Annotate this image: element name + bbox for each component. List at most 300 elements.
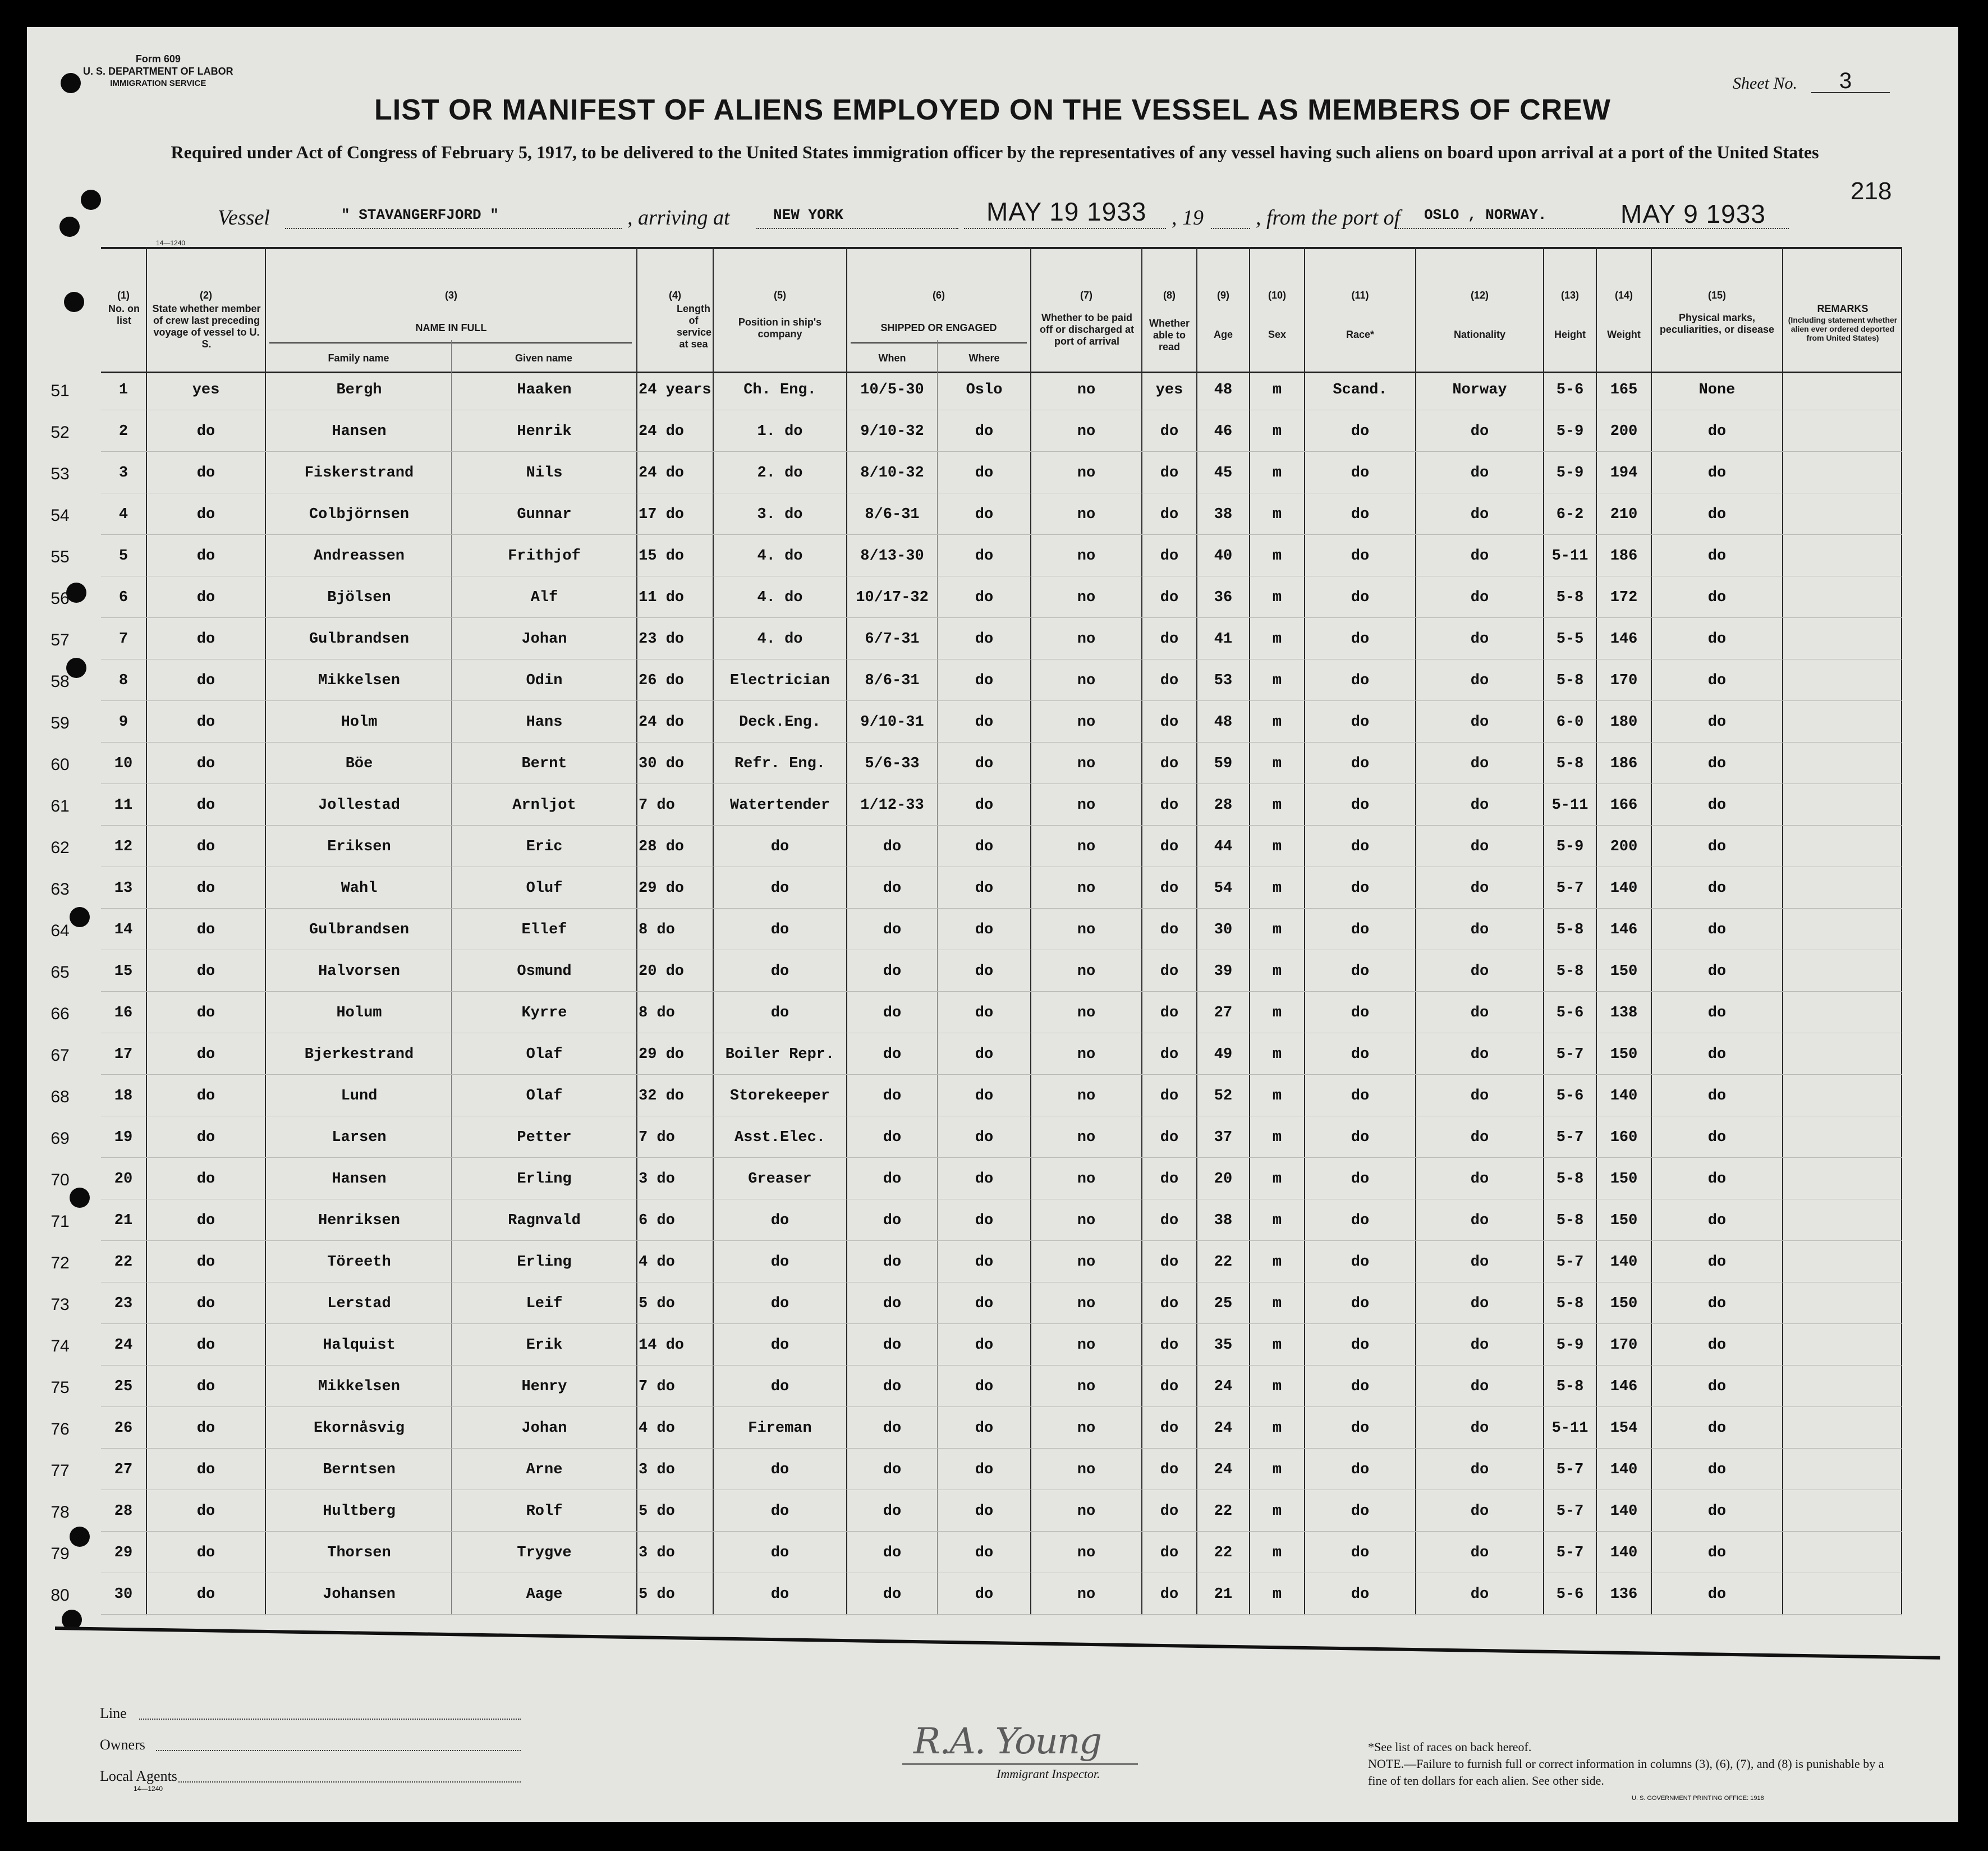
cell-nationality: do bbox=[1470, 672, 1489, 689]
cell-where: do bbox=[975, 922, 994, 938]
cell-paid: no bbox=[1077, 1046, 1096, 1063]
cell-sex: m bbox=[1272, 922, 1282, 938]
table-row bbox=[50, 1075, 1902, 1116]
cell-service: 24 years bbox=[639, 382, 711, 398]
cell-given: Olaf bbox=[526, 1046, 563, 1063]
cell-sex: m bbox=[1272, 589, 1282, 606]
col-num: (15) bbox=[1707, 290, 1726, 301]
year-fill-line bbox=[1211, 228, 1250, 229]
cell-nationality: Norway bbox=[1452, 382, 1507, 398]
cell-crew: do bbox=[196, 1545, 215, 1561]
cell-given: Erling bbox=[517, 1254, 572, 1271]
cell-nationality: do bbox=[1470, 839, 1489, 855]
table-row bbox=[50, 743, 1902, 784]
cell-given: Aage bbox=[526, 1586, 563, 1603]
cell-family: Halvorsen bbox=[318, 963, 400, 980]
cell-service: 6 do bbox=[639, 1212, 675, 1229]
cell-weight: 160 bbox=[1610, 1129, 1638, 1146]
col-header-race: Race* bbox=[1346, 329, 1375, 340]
cell-crew: do bbox=[196, 1005, 215, 1021]
cell-height: 5-9 bbox=[1556, 423, 1584, 440]
cell-when: 9/10-31 bbox=[860, 714, 924, 731]
cell-family: Lerstad bbox=[327, 1295, 391, 1312]
cell-when: do bbox=[883, 1378, 902, 1395]
cell-crew: do bbox=[196, 880, 215, 897]
manifest-line-number: 65 bbox=[50, 963, 70, 982]
cell-race: do bbox=[1351, 839, 1370, 855]
cell-position: do bbox=[770, 1461, 789, 1478]
cell-read: do bbox=[1160, 1586, 1179, 1603]
cell-weight: 146 bbox=[1610, 922, 1638, 938]
agents-code: 14—1240 bbox=[134, 1785, 163, 1793]
cell-family: Hultberg bbox=[323, 1503, 396, 1520]
printer-imprint: U. S. GOVERNMENT PRINTING OFFICE: 1918 bbox=[1632, 1795, 1764, 1802]
manifest-line-number: 72 bbox=[50, 1254, 70, 1272]
cell-family: Berntsen bbox=[323, 1461, 396, 1478]
cell-height: 5-9 bbox=[1556, 839, 1584, 855]
col-num: (7) bbox=[1080, 290, 1092, 301]
col-num: (3) bbox=[445, 290, 457, 301]
vessel-fill-line bbox=[285, 228, 622, 229]
cell-paid: no bbox=[1077, 672, 1096, 689]
cell-no: 6 bbox=[118, 589, 128, 606]
table-row bbox=[50, 535, 1902, 576]
cell-marks: do bbox=[1707, 1461, 1727, 1478]
cell-nationality: do bbox=[1470, 1295, 1489, 1312]
cell-family: Fiskerstrand bbox=[304, 465, 414, 482]
cell-paid: no bbox=[1077, 1005, 1096, 1021]
table-row bbox=[50, 785, 1902, 826]
cell-race: do bbox=[1351, 922, 1370, 938]
cell-paid: no bbox=[1077, 423, 1096, 440]
cell-read: do bbox=[1160, 1129, 1179, 1146]
cell-race: do bbox=[1351, 548, 1370, 565]
cell-no: 20 bbox=[114, 1171, 133, 1188]
cell-where: do bbox=[975, 548, 994, 565]
cell-race: do bbox=[1351, 1212, 1370, 1229]
cell-given: Eric bbox=[526, 839, 563, 855]
cell-read: do bbox=[1160, 963, 1179, 980]
cell-when: do bbox=[883, 963, 902, 980]
cell-service: 30 do bbox=[639, 755, 685, 772]
cell-when: do bbox=[883, 1337, 902, 1354]
cell-paid: no bbox=[1077, 922, 1096, 938]
cell-marks: do bbox=[1707, 797, 1727, 814]
cell-no: 27 bbox=[114, 1461, 133, 1478]
cell-weight: 140 bbox=[1610, 1088, 1638, 1105]
cell-where: do bbox=[975, 797, 994, 814]
cell-paid: no bbox=[1077, 1378, 1096, 1395]
cell-sex: m bbox=[1272, 1212, 1282, 1229]
cell-where: do bbox=[975, 1545, 994, 1561]
col-header-name: NAME IN FULL bbox=[415, 322, 487, 333]
cell-height: 5-6 bbox=[1556, 1586, 1584, 1603]
cell-race: Scand. bbox=[1333, 382, 1388, 398]
departure-port: OSLO , NORWAY. bbox=[1424, 207, 1547, 223]
cell-given: Arne bbox=[526, 1461, 563, 1478]
cell-when: 10/5-30 bbox=[860, 382, 924, 398]
cell-marks: do bbox=[1707, 1503, 1727, 1520]
from-port-label: , from the port of bbox=[1256, 206, 1401, 230]
cell-marks: do bbox=[1707, 548, 1727, 565]
cell-crew: do bbox=[196, 1420, 215, 1437]
cell-nationality: do bbox=[1470, 963, 1489, 980]
cell-race: do bbox=[1351, 1295, 1370, 1312]
cell-weight: 150 bbox=[1610, 1212, 1638, 1229]
cell-crew: do bbox=[196, 589, 215, 606]
cell-height: 5-11 bbox=[1551, 548, 1588, 565]
cell-read: do bbox=[1160, 1005, 1179, 1021]
cell-service: 32 do bbox=[639, 1088, 685, 1105]
cell-read: do bbox=[1160, 1088, 1179, 1105]
cell-height: 5-6 bbox=[1556, 1005, 1584, 1021]
cell-when: 1/12-33 bbox=[860, 797, 924, 814]
cell-age: 20 bbox=[1214, 1171, 1233, 1188]
col-header-crew: State whether member of crew last preceding voyage of vessel to U. S. bbox=[152, 303, 261, 350]
cell-paid: no bbox=[1077, 506, 1096, 523]
cell-nationality: do bbox=[1470, 506, 1489, 523]
cell-crew: do bbox=[196, 1337, 215, 1354]
cell-family: Hansen bbox=[332, 423, 387, 440]
col-header-remarks-note: (Including statement whether alien ever ordered deported from United States) bbox=[1788, 315, 1898, 342]
cell-paid: no bbox=[1077, 548, 1096, 565]
year-label: , 19 bbox=[1172, 206, 1204, 230]
cell-no: 18 bbox=[114, 1088, 133, 1105]
cell-nationality: do bbox=[1470, 1129, 1489, 1146]
cell-read: do bbox=[1160, 672, 1179, 689]
cell-no: 10 bbox=[114, 755, 133, 772]
col-num: (5) bbox=[774, 290, 786, 301]
cell-read: do bbox=[1160, 423, 1179, 440]
cell-position: 4. do bbox=[757, 548, 803, 565]
col-header-sex: Sex bbox=[1268, 329, 1287, 340]
punch-hole bbox=[59, 217, 80, 237]
cell-when: do bbox=[883, 1586, 902, 1603]
cell-paid: no bbox=[1077, 589, 1096, 606]
cell-race: do bbox=[1351, 1586, 1370, 1603]
col-num: (13) bbox=[1560, 290, 1579, 301]
cell-marks: do bbox=[1707, 1254, 1727, 1271]
cell-service: 24 do bbox=[639, 714, 685, 731]
table-row bbox=[50, 1117, 1902, 1158]
cell-age: 24 bbox=[1214, 1420, 1233, 1437]
cell-position: do bbox=[770, 1337, 789, 1354]
cell-when: 9/10-32 bbox=[860, 423, 924, 440]
cell-crew: do bbox=[196, 922, 215, 938]
cell-read: do bbox=[1160, 1212, 1179, 1229]
cell-where: do bbox=[975, 755, 994, 772]
local-agents-label: Local Agents bbox=[100, 1768, 177, 1784]
manifest-line-number: 79 bbox=[50, 1545, 70, 1563]
cell-read: do bbox=[1160, 755, 1179, 772]
cell-nationality: do bbox=[1470, 1378, 1489, 1395]
table-row bbox=[50, 1200, 1902, 1241]
cell-position: Watertender bbox=[729, 797, 830, 814]
cell-service: 11 do bbox=[639, 589, 685, 606]
cell-given: Olaf bbox=[526, 1088, 563, 1105]
col-header-read: Whether able to read bbox=[1149, 318, 1190, 352]
cell-read: do bbox=[1160, 1171, 1179, 1188]
cell-age: 28 bbox=[1214, 797, 1233, 814]
cell-when: do bbox=[883, 1503, 902, 1520]
cell-service: 20 do bbox=[639, 963, 685, 980]
cell-age: 38 bbox=[1214, 506, 1233, 523]
cell-family: Ekornåsvig bbox=[313, 1420, 405, 1437]
cell-height: 5-8 bbox=[1556, 1171, 1584, 1188]
cell-crew: do bbox=[196, 797, 215, 814]
col-num: (8) bbox=[1163, 290, 1176, 301]
col-num: (6) bbox=[933, 290, 945, 301]
col-header-marks: Physical marks, peculiarities, or disease bbox=[1659, 312, 1775, 335]
col-num: (4) bbox=[669, 290, 681, 301]
cell-age: 24 bbox=[1214, 1378, 1233, 1395]
cell-race: do bbox=[1351, 631, 1370, 648]
cell-no: 3 bbox=[118, 465, 128, 482]
form-service: IMMIGRATION SERVICE bbox=[110, 79, 206, 88]
cell-family: Gulbrandsen bbox=[309, 922, 410, 938]
table-header bbox=[101, 247, 1902, 373]
cell-family: Mikkelsen bbox=[318, 1378, 400, 1395]
cell-age: 36 bbox=[1214, 589, 1233, 606]
table-row bbox=[50, 1034, 1902, 1075]
cell-age: 21 bbox=[1214, 1586, 1233, 1603]
cell-marks: do bbox=[1707, 1337, 1727, 1354]
cell-weight: 186 bbox=[1610, 755, 1638, 772]
cell-race: do bbox=[1351, 589, 1370, 606]
cell-no: 5 bbox=[118, 548, 128, 565]
cell-when: do bbox=[883, 1461, 902, 1478]
form-code: 14—1240 bbox=[156, 239, 186, 247]
cell-where: do bbox=[975, 1171, 994, 1188]
punch-hole bbox=[70, 1527, 90, 1547]
cell-where: do bbox=[975, 1461, 994, 1478]
cell-race: do bbox=[1351, 1461, 1370, 1478]
cell-nationality: do bbox=[1470, 1171, 1489, 1188]
cell-height: 5-5 bbox=[1556, 631, 1584, 648]
cell-given: Kyrre bbox=[521, 1005, 567, 1021]
cell-weight: 210 bbox=[1610, 506, 1638, 523]
inspector-label: Immigrant Inspector. bbox=[997, 1767, 1100, 1781]
cell-no: 12 bbox=[114, 839, 133, 855]
cell-position: Asst.Elec. bbox=[734, 1129, 826, 1146]
cell-height: 5-8 bbox=[1556, 672, 1584, 689]
cell-weight: 140 bbox=[1610, 1545, 1638, 1561]
cell-paid: no bbox=[1077, 714, 1096, 731]
cell-position: 1. do bbox=[757, 423, 803, 440]
cell-age: 35 bbox=[1214, 1337, 1233, 1354]
cell-position: do bbox=[770, 1586, 789, 1603]
table-row bbox=[50, 369, 1902, 410]
table-row bbox=[50, 1491, 1902, 1532]
cell-age: 49 bbox=[1214, 1046, 1233, 1063]
cell-height: 5-9 bbox=[1556, 465, 1584, 482]
cell-position: do bbox=[770, 1545, 789, 1561]
cell-sex: m bbox=[1272, 1545, 1282, 1561]
cell-where: do bbox=[975, 1254, 994, 1271]
cell-when: 8/13-30 bbox=[860, 548, 924, 565]
cell-crew: do bbox=[196, 1046, 215, 1063]
cell-height: 5-8 bbox=[1556, 1212, 1584, 1229]
cell-read: do bbox=[1160, 589, 1179, 606]
cell-family: Bjerkestrand bbox=[304, 1046, 414, 1063]
cell-weight: 150 bbox=[1610, 963, 1638, 980]
cell-sex: m bbox=[1272, 880, 1282, 897]
cell-marks: do bbox=[1707, 1295, 1727, 1312]
table-row bbox=[50, 702, 1902, 743]
cell-height: 5-7 bbox=[1556, 880, 1584, 897]
arrival-date: MAY 19 1933 bbox=[986, 197, 1147, 226]
cell-weight: 140 bbox=[1610, 1254, 1638, 1271]
cell-weight: 146 bbox=[1610, 631, 1638, 648]
punch-hole bbox=[64, 292, 84, 312]
cell-given: Odin bbox=[526, 672, 563, 689]
col-header-given: Given name bbox=[515, 352, 573, 364]
cell-family: Jollestad bbox=[318, 797, 400, 814]
cell-given: Johan bbox=[521, 631, 567, 648]
cell-crew: do bbox=[196, 423, 215, 440]
cell-race: do bbox=[1351, 880, 1370, 897]
cell-sex: m bbox=[1272, 465, 1282, 482]
cell-when: 8/10-32 bbox=[860, 465, 924, 482]
cell-when: do bbox=[883, 1046, 902, 1063]
cell-weight: 165 bbox=[1610, 382, 1638, 398]
table-row bbox=[50, 1449, 1902, 1490]
cell-paid: no bbox=[1077, 963, 1096, 980]
cell-marks: do bbox=[1707, 631, 1727, 648]
table-row bbox=[50, 1283, 1902, 1324]
cell-race: do bbox=[1351, 506, 1370, 523]
cell-paid: no bbox=[1077, 880, 1096, 897]
cell-height: 6-0 bbox=[1556, 714, 1584, 731]
manifest-line-number: 74 bbox=[50, 1337, 70, 1355]
form-department: U. S. DEPARTMENT OF LABOR bbox=[83, 66, 233, 77]
sheet-number-value: 3 bbox=[1839, 68, 1852, 93]
cell-age: 44 bbox=[1214, 839, 1233, 855]
cell-given: Leif bbox=[526, 1295, 563, 1312]
cell-marks: do bbox=[1707, 963, 1727, 980]
penalty-note: NOTE.—Failure to furnish full or correct information in columns (3), (6), (7), and (8) is punishable by a fine of ten dollars for each alien. See other side. bbox=[1368, 1757, 1884, 1788]
cell-when: do bbox=[883, 1545, 902, 1561]
cell-sex: m bbox=[1272, 423, 1282, 440]
cell-paid: no bbox=[1077, 1503, 1096, 1520]
cell-age: 48 bbox=[1214, 714, 1233, 731]
cell-sex: m bbox=[1272, 797, 1282, 814]
table-row bbox=[50, 1574, 1902, 1615]
cell-age: 37 bbox=[1214, 1129, 1233, 1146]
cell-weight: 200 bbox=[1610, 839, 1638, 855]
cell-age: 22 bbox=[1214, 1545, 1233, 1561]
cell-given: Henrik bbox=[517, 423, 572, 440]
cell-position: Storekeeper bbox=[729, 1088, 830, 1105]
document-subtitle: Required under Act of Congress of February 5, 1917, to be delivered to the United States immigration officer by the representatives of any vessel having such aliens on board upon arrival at a port of the United States bbox=[171, 142, 1819, 162]
departure-date: MAY 9 1933 bbox=[1620, 199, 1766, 228]
cell-nationality: do bbox=[1470, 631, 1489, 648]
cell-service: 24 do bbox=[639, 465, 685, 482]
cell-given: Johan bbox=[521, 1420, 567, 1437]
cell-sex: m bbox=[1272, 1171, 1282, 1188]
cell-sex: m bbox=[1272, 1088, 1282, 1105]
cell-age: 22 bbox=[1214, 1503, 1233, 1520]
cell-read: do bbox=[1160, 922, 1179, 938]
cell-service: 5 do bbox=[639, 1503, 675, 1520]
cell-crew: do bbox=[196, 1378, 215, 1395]
cell-nationality: do bbox=[1470, 1461, 1489, 1478]
cell-service: 17 do bbox=[639, 506, 685, 523]
cell-no: 21 bbox=[114, 1212, 133, 1229]
manifest-line-number: 51 bbox=[50, 382, 70, 400]
cell-no: 17 bbox=[114, 1046, 133, 1063]
cell-nationality: do bbox=[1470, 755, 1489, 772]
manifest-line-number: 59 bbox=[50, 714, 70, 732]
cell-given: Trygve bbox=[517, 1545, 572, 1561]
manifest-line-number: 55 bbox=[50, 548, 70, 566]
cell-age: 25 bbox=[1214, 1295, 1233, 1312]
cell-sex: m bbox=[1272, 1586, 1282, 1603]
cell-weight: 194 bbox=[1610, 465, 1638, 482]
cell-nationality: do bbox=[1470, 1503, 1489, 1520]
cell-paid: no bbox=[1077, 1254, 1096, 1271]
cell-crew: do bbox=[196, 755, 215, 772]
cell-height: 5-8 bbox=[1556, 755, 1584, 772]
cell-weight: 136 bbox=[1610, 1586, 1638, 1603]
col-num: (11) bbox=[1351, 290, 1369, 301]
col-header-weight: Weight bbox=[1607, 329, 1641, 340]
cell-given: Bernt bbox=[521, 755, 567, 772]
cell-service: 7 do bbox=[639, 1129, 675, 1146]
cell-where: do bbox=[975, 1378, 994, 1395]
cell-no: 14 bbox=[114, 922, 133, 938]
cell-family: Halquist bbox=[323, 1337, 396, 1354]
cell-service: 14 do bbox=[639, 1337, 685, 1354]
cell-no: 1 bbox=[118, 382, 128, 398]
cell-where: do bbox=[975, 1129, 994, 1146]
form-number: Form 609 bbox=[135, 53, 181, 65]
cell-paid: no bbox=[1077, 1461, 1096, 1478]
cell-family: Lund bbox=[341, 1088, 378, 1105]
cell-marks: None bbox=[1698, 382, 1736, 398]
manifest-line-number: 52 bbox=[50, 423, 70, 442]
manifest-line-number: 73 bbox=[50, 1295, 70, 1314]
cell-weight: 170 bbox=[1610, 1337, 1638, 1354]
cell-sex: m bbox=[1272, 1461, 1282, 1478]
manifest-line-number: 61 bbox=[50, 797, 70, 815]
cell-where: do bbox=[975, 1005, 994, 1021]
cell-service: 8 do bbox=[639, 922, 675, 938]
col-num: (14) bbox=[1614, 290, 1633, 301]
cell-marks: do bbox=[1707, 1586, 1727, 1603]
table-row bbox=[50, 452, 1902, 493]
cell-height: 5-8 bbox=[1556, 1378, 1584, 1395]
col-header-height: Height bbox=[1554, 329, 1586, 340]
cell-paid: no bbox=[1077, 1545, 1096, 1561]
cell-race: do bbox=[1351, 1254, 1370, 1271]
cell-nationality: do bbox=[1470, 1212, 1489, 1229]
cell-sex: m bbox=[1272, 1005, 1282, 1021]
cell-position: do bbox=[770, 1503, 789, 1520]
cell-read: do bbox=[1160, 1420, 1179, 1437]
cell-height: 5-6 bbox=[1556, 1088, 1584, 1105]
cell-where: do bbox=[975, 1046, 994, 1063]
table-row bbox=[50, 1158, 1902, 1199]
cell-position: Fireman bbox=[748, 1420, 812, 1437]
cell-when: 8/6-31 bbox=[865, 672, 920, 689]
cell-age: 39 bbox=[1214, 963, 1233, 980]
cell-weight: 154 bbox=[1610, 1420, 1638, 1437]
cell-position: 4. do bbox=[757, 631, 803, 648]
cell-race: do bbox=[1351, 1420, 1370, 1437]
cell-paid: no bbox=[1077, 1295, 1096, 1312]
cell-race: do bbox=[1351, 963, 1370, 980]
